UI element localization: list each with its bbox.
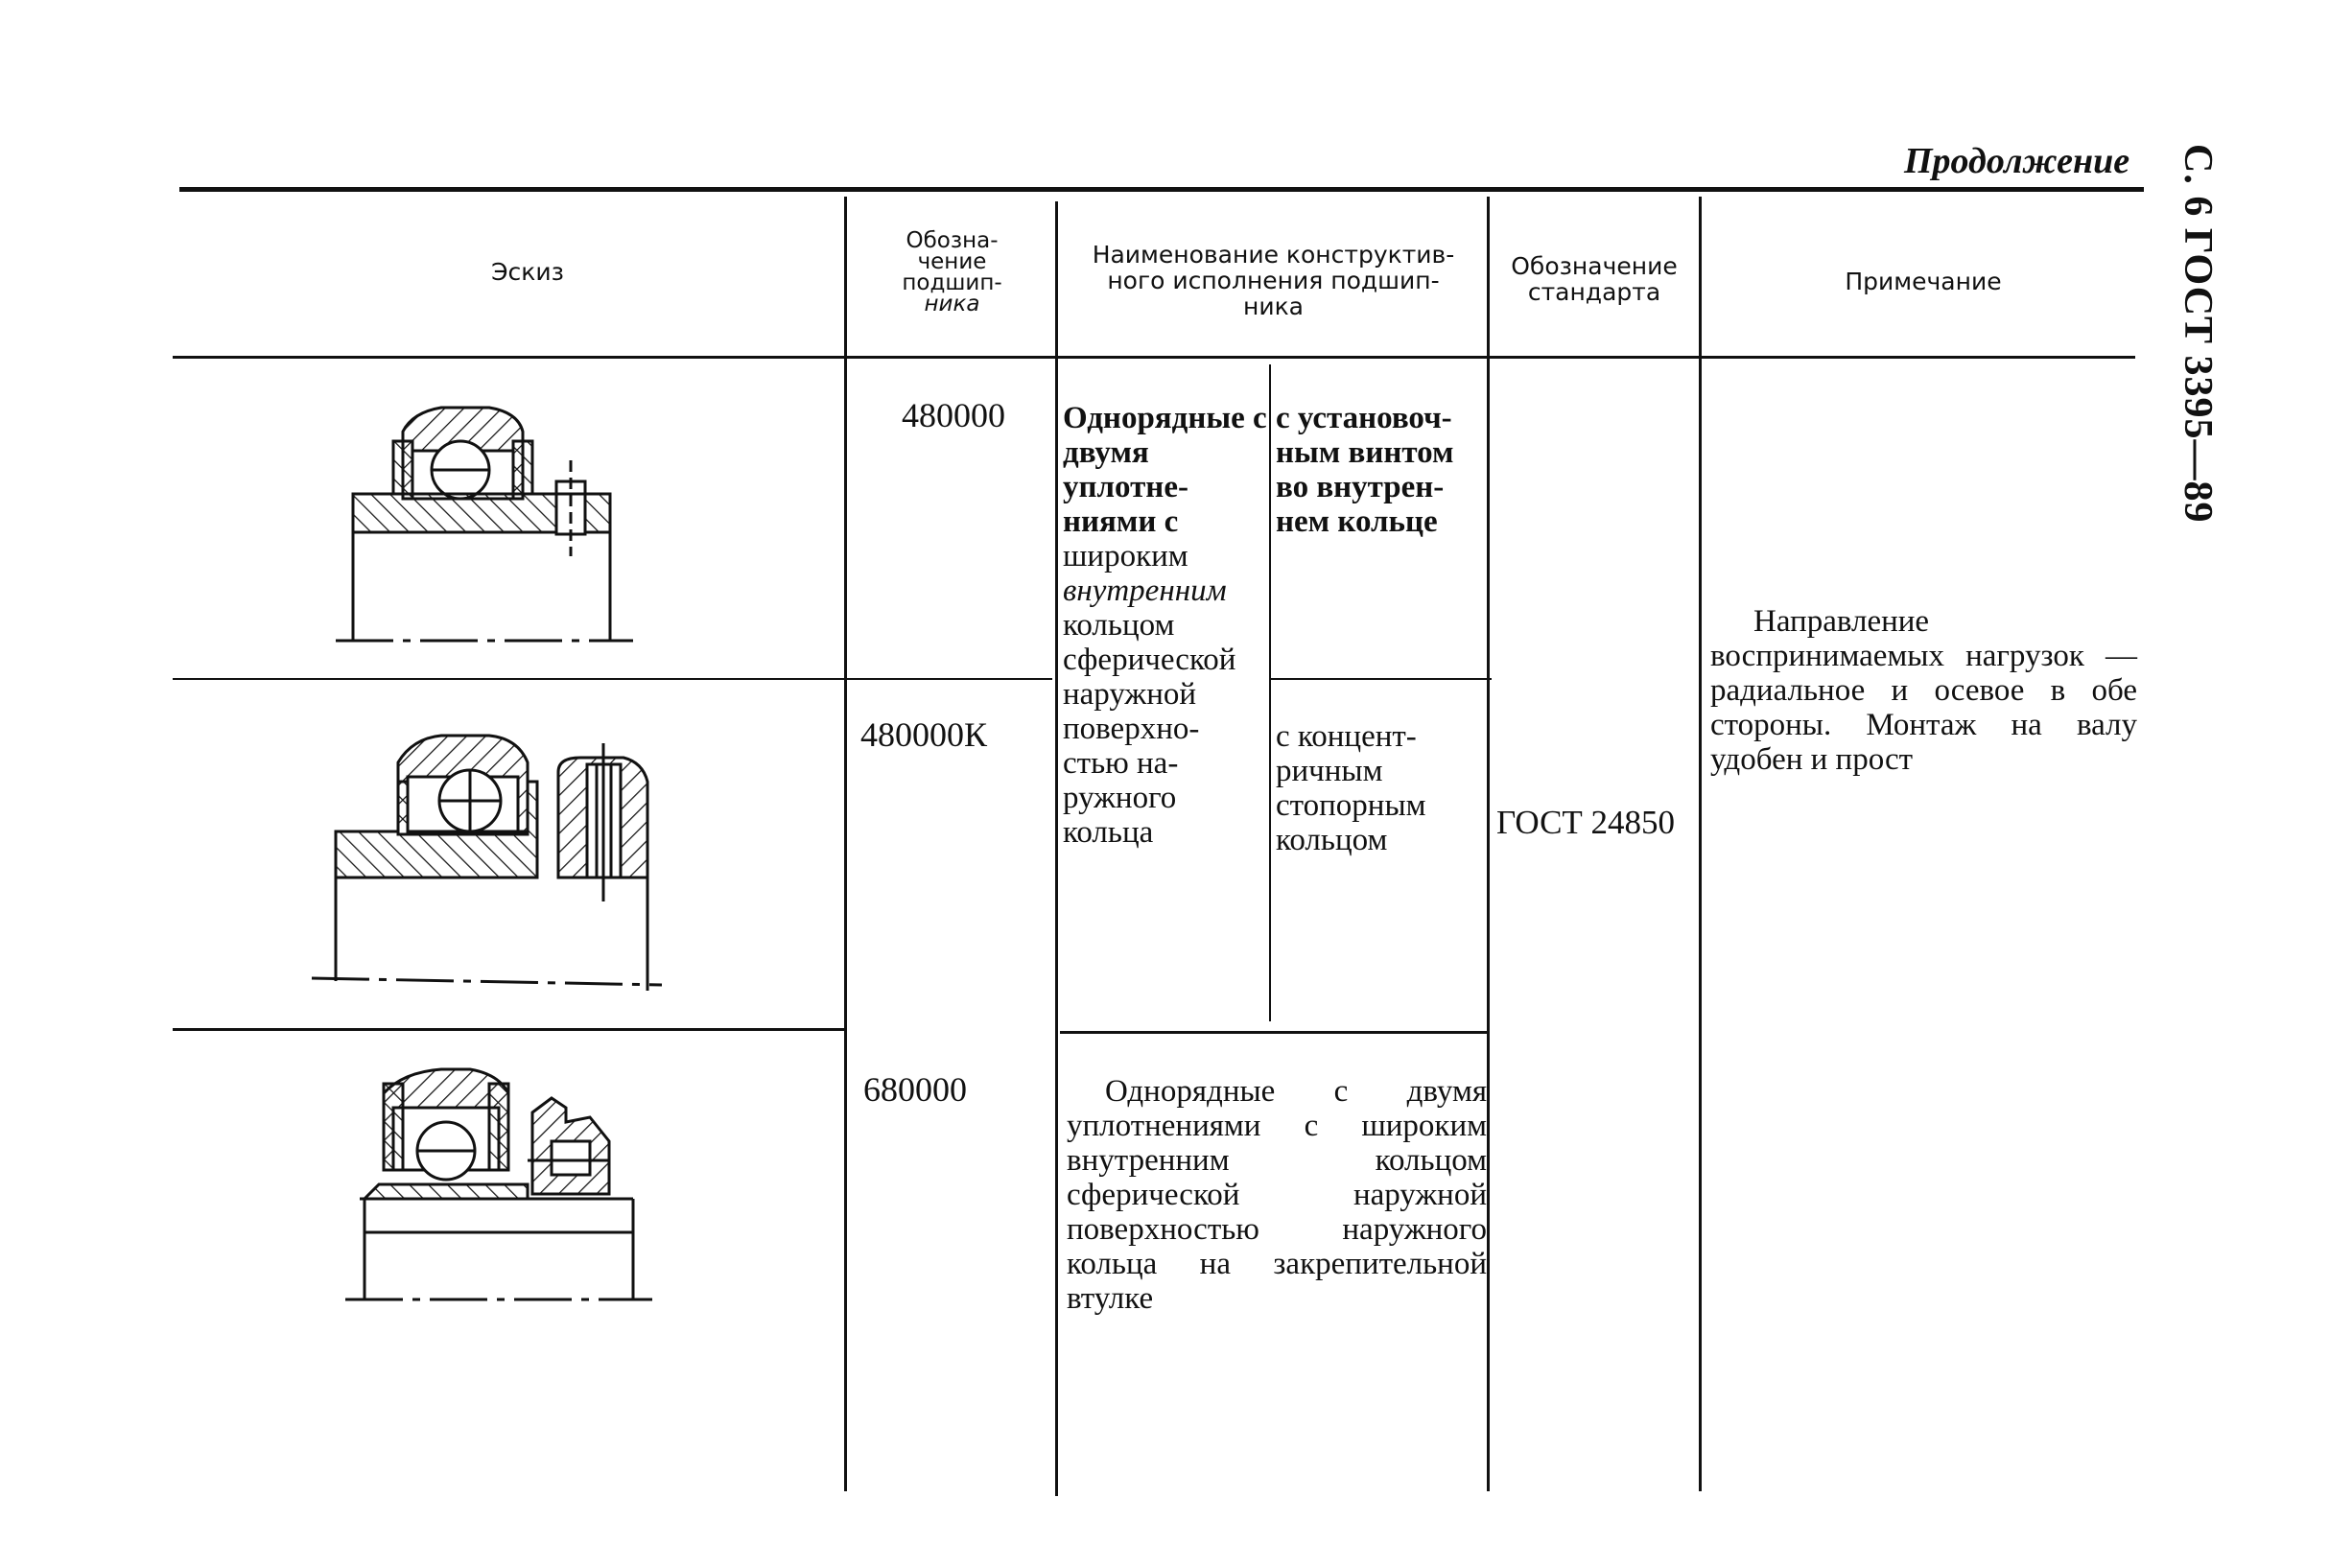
table-top-rule [179, 187, 2144, 192]
header-standard [1493, 253, 1696, 305]
standard-value: ГОСТ 24850 [1496, 804, 1676, 841]
row2-divider-name [1060, 1031, 1490, 1034]
col-line-3 [1487, 197, 1490, 1491]
common-name-line: уплотне- [1063, 470, 1188, 504]
common-name-line: поверхно- [1063, 712, 1200, 746]
row1-divider-left [173, 678, 1052, 680]
designation-row3: 680000 [863, 1070, 967, 1109]
col-line-4 [1699, 197, 1702, 1491]
header-designation [868, 230, 1036, 315]
variant-line: с установоч- [1276, 401, 1452, 435]
header-design-name-line: ника [1242, 293, 1304, 320]
side-page-header: С. 6 ГОСТ 3395—89 [2176, 144, 2220, 524]
common-name-line: стью на- [1063, 746, 1179, 781]
row1-divider-variant [1271, 678, 1492, 680]
bearing-sketch-480000K [307, 724, 671, 1002]
header-design-name-line: Наименование конструктив- [1092, 241, 1455, 269]
header-designation-line: ника [924, 292, 980, 316]
common-name-line: широким [1063, 539, 1188, 573]
common-name-line: наружной [1063, 677, 1197, 712]
header-design-name-line: ного исполнения подшип- [1107, 267, 1440, 294]
col-line-2 [1055, 201, 1058, 1496]
common-name-line: ружного [1063, 781, 1177, 815]
variant-line: ным винтом [1276, 435, 1454, 470]
variant-line: кольцом [1276, 823, 1388, 857]
col-line-1 [844, 197, 847, 1491]
header-designation-line: Обозна- [906, 228, 999, 253]
header-designation-line: подшип- [902, 270, 1002, 295]
header-standard-line: Обозначение [1511, 252, 1678, 280]
header-designation-line: чение [917, 249, 987, 274]
common-name-line: Однорядные с двумя [1063, 401, 1267, 470]
designation-row1: 480000 [902, 396, 1005, 434]
note-value: Направление воспринимаемых нагрузок — радиальное и осевое в обе стороны. Монтаж на валу удобен и прост [1710, 604, 2137, 777]
common-design-name [1063, 401, 1269, 850]
variant-line: нем кольце [1276, 504, 1438, 539]
row2-divider-sketch [173, 1028, 847, 1031]
full-name-row3: Однорядные с двумя уплотнениями с широким внутренним кольцом сферической наружной поверхностью наружного кольца на закрепительной втулке [1067, 1074, 1487, 1316]
common-name-line: сферической [1063, 643, 1236, 677]
common-name-line: кольца [1063, 815, 1154, 850]
common-name-line: кольцом [1063, 608, 1175, 643]
header-standard-line: стандарта [1527, 278, 1661, 306]
continued-label: Продолжение [1904, 141, 2130, 181]
common-name-line: ниями с [1063, 504, 1179, 539]
variant-line: стопорным [1276, 788, 1426, 823]
header-design-name [1060, 242, 1487, 319]
bearing-sketch-480000 [326, 393, 652, 652]
variant-row2 [1276, 719, 1487, 857]
variant-row1 [1276, 401, 1487, 539]
bearing-sketch-680000 [345, 1065, 662, 1314]
variant-line: ричным [1276, 754, 1383, 788]
header-bottom-rule [173, 356, 2135, 359]
variant-line: с концент- [1276, 719, 1417, 754]
variant-line: во внутрен- [1276, 470, 1445, 504]
common-name-line: внутренним [1063, 573, 1227, 608]
col-line-variant [1269, 364, 1271, 1021]
header-note: Примечание [1845, 268, 2002, 295]
header-sketch: Эскиз [491, 258, 564, 286]
designation-row2: 480000К [860, 715, 988, 754]
